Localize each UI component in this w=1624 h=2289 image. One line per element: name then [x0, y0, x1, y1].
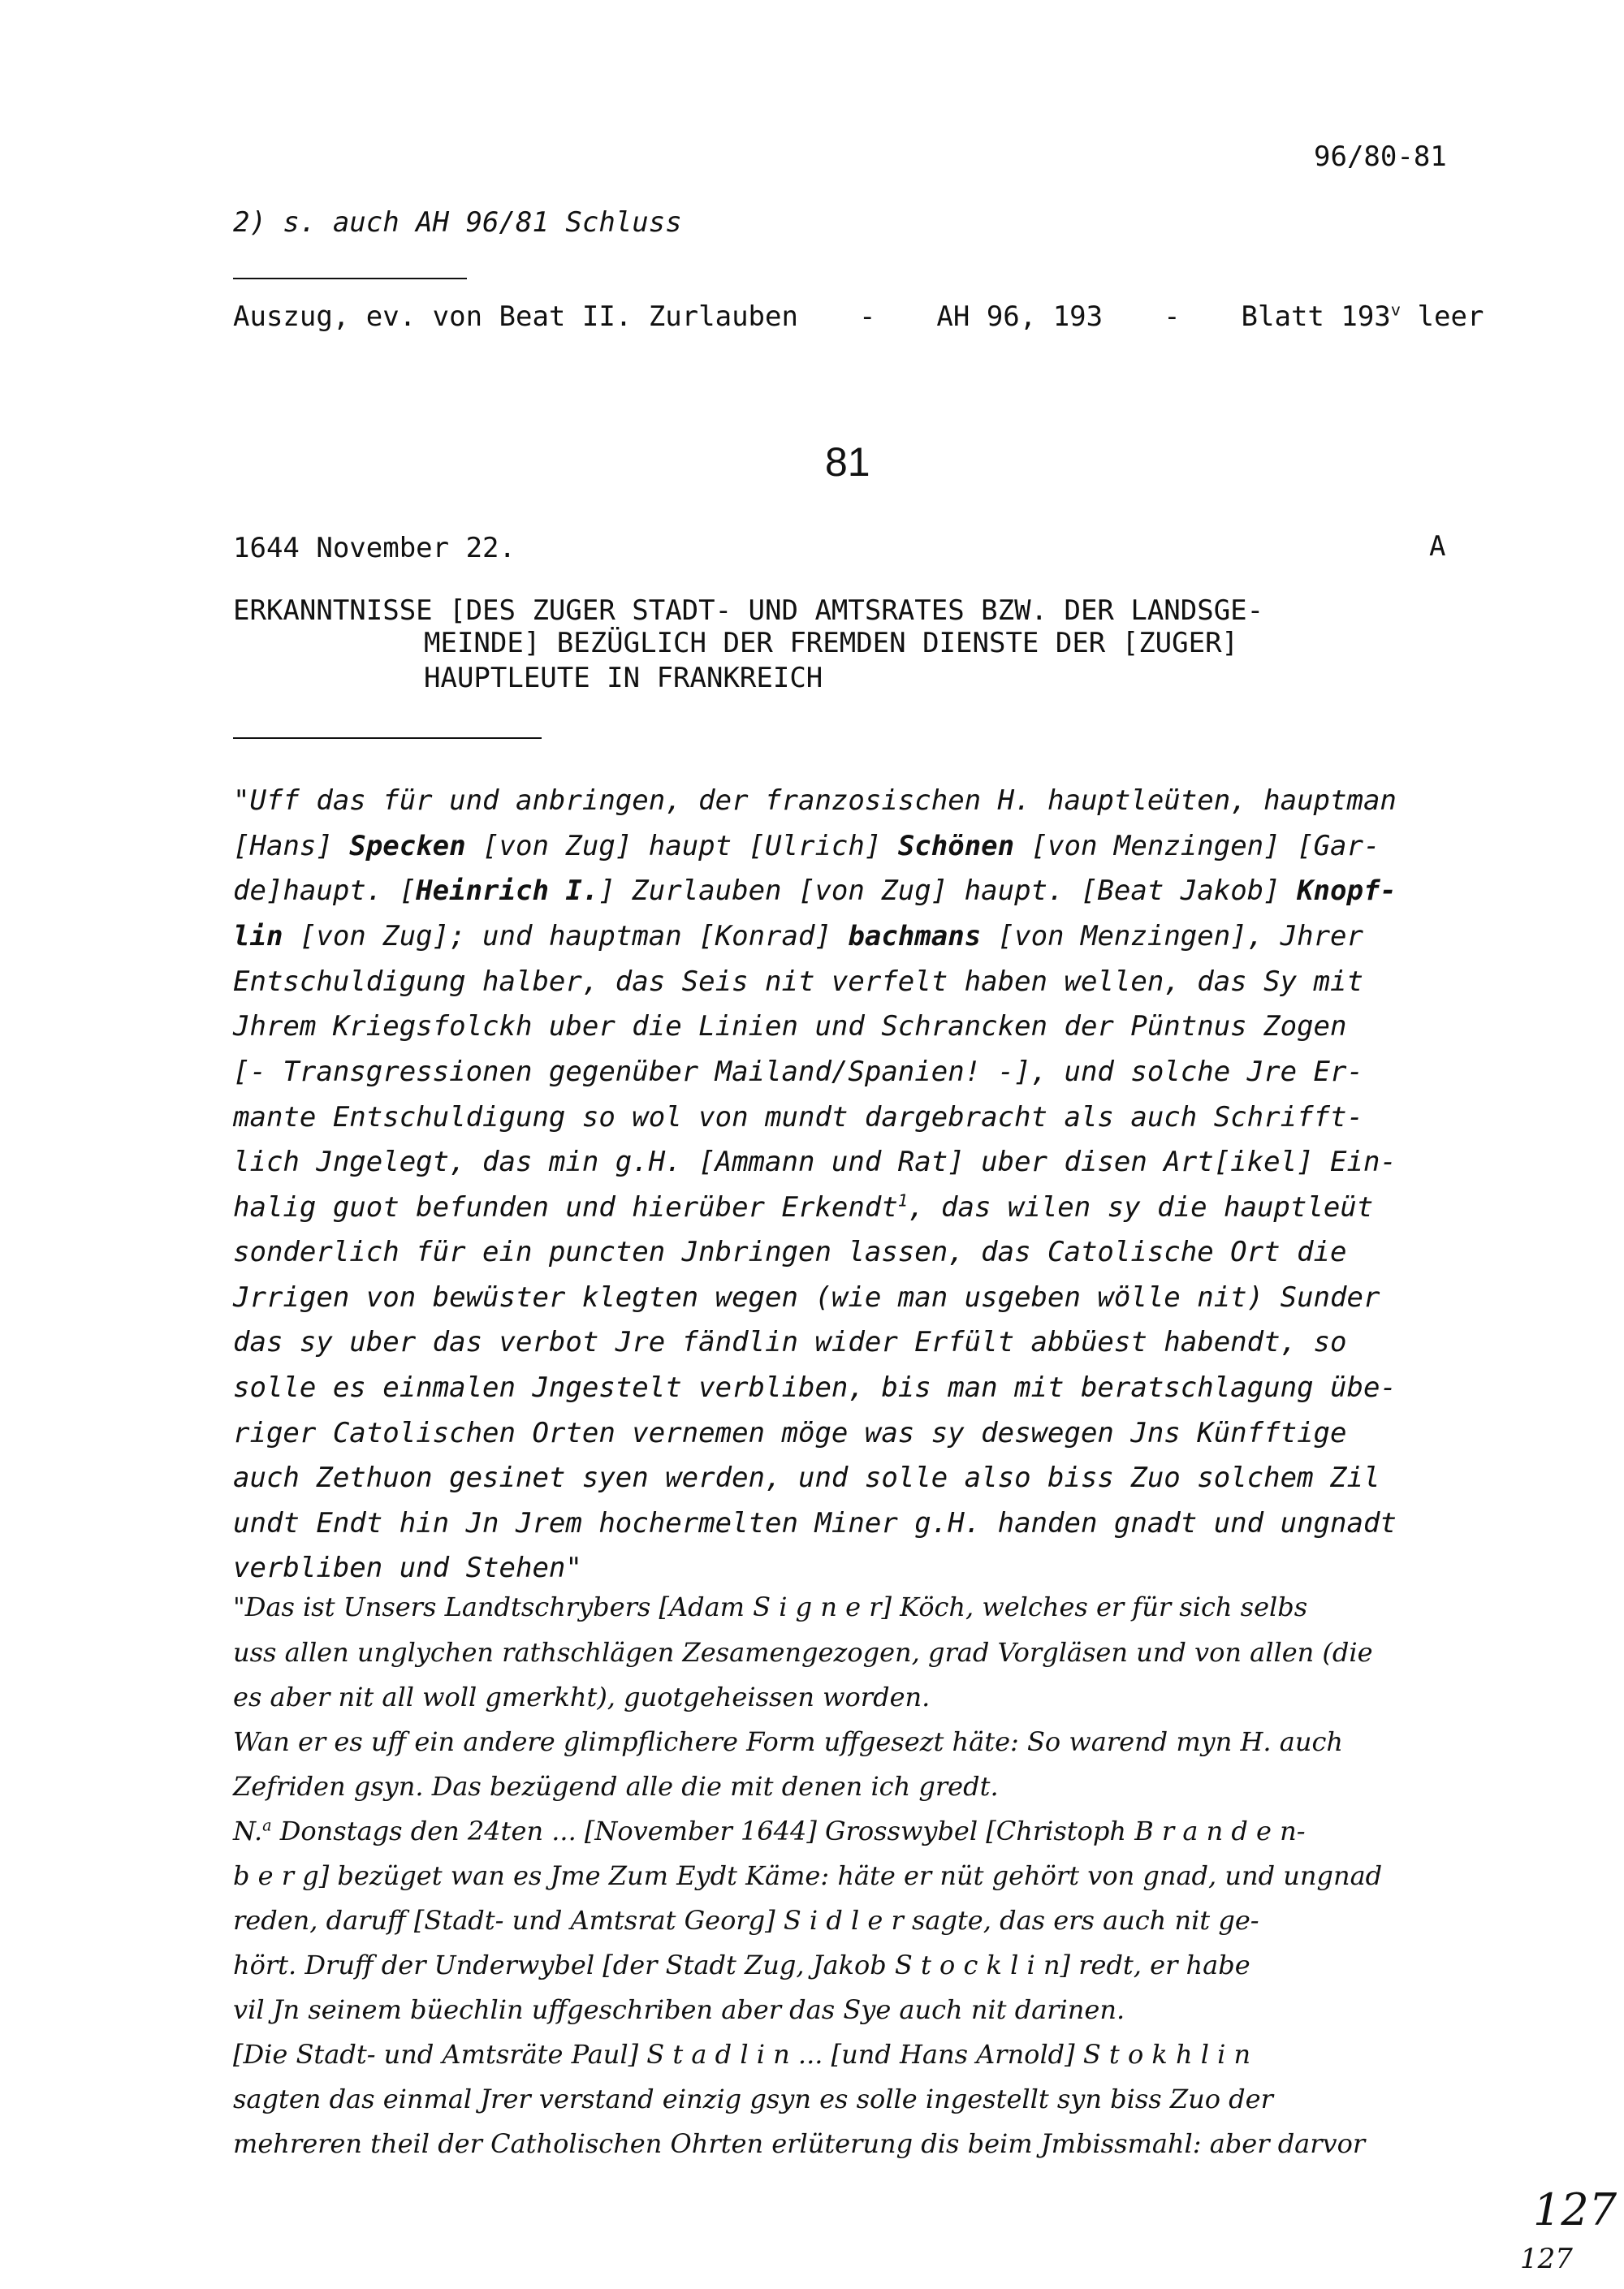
script-line: "Das ist Unsers Landtschrybers [Adam S i g n e r] Köch, welches er für sich selbs: [233, 1592, 1308, 1622]
title-line: HAUPTLEUTE IN FRANKREICH: [424, 662, 823, 694]
body-line: solle es einmalen Jngestelt verbliben, bis man mit beratschlagung übe-: [233, 1371, 1397, 1404]
script-line: b e r g] bezüget wan es Jme Zum Eydt Käme: häte er nüt gehört von gnad, und ungnad: [233, 1860, 1383, 1891]
script-line: [Die Stadt- und Amtsräte Paul] S t a d l i n ... [und Hans Arnold] S t o k h l i n: [233, 2039, 1251, 2070]
document-date: 1644 November 22.: [233, 532, 516, 564]
body-line: mante Entschuldigung so wol von mundt dargebracht als auch Schrifft-: [233, 1101, 1363, 1134]
divider-rule: [233, 278, 467, 279]
body-line: "Uff das für und anbringen, der franzosischen H. hauptleüten, hauptman: [233, 784, 1397, 817]
body-line: sonderlich für ein puncten Jnbringen lassen, das Catolische Ort die: [233, 1236, 1347, 1268]
script-line: reden, daruff [Stadt- und Amtsrat Georg] S i d l e r sagte, das ers auch nit ge-: [233, 1905, 1259, 1936]
source-dash: -: [858, 300, 876, 333]
script-line: Wan er es uff ein andere glimpflichere Form uffgesezt häte: So warend myn H. auch: [233, 1726, 1343, 1757]
script-line: hört. Druff der Underwybel [der Stadt Zug, Jakob S t o c k l i n] redt, er habe: [233, 1950, 1250, 1980]
body-line: auch Zethuon gesinet syen werden, und solle also biss Zuo solchem Zil: [233, 1462, 1380, 1494]
script-line: uss allen unglychen rathschlägen Zesamengezogen, grad Vorgläsen und von allen (die: [233, 1637, 1373, 1668]
body-line: lich Jngelegt, das min g.H. [Ammann und Rat] uber disen Art[ikel] Ein-: [233, 1146, 1397, 1178]
body-line: Entschuldigung halber, das Seis nit verfelt haben wellen, das Sy mit: [233, 965, 1363, 998]
page-reference: 96/80-81: [1314, 140, 1447, 173]
source-reference: AH 96, 193: [936, 300, 1104, 333]
document-type-letter: A: [1429, 530, 1446, 563]
body-line: halig guot befunden und hierüber Erkendt$^1$, das wilen sy die hauptleüt: [233, 1190, 1374, 1224]
source-note: leer: [1417, 300, 1484, 333]
body-line: das sy uber das verbot Jre fändlin wider Erfült abbüest habendt, so: [233, 1326, 1347, 1358]
body-line: Jrrigen von bewüster klegten wegen (wie man usgeben wölle nit) Sunder: [233, 1281, 1380, 1314]
script-line: mehreren theil der Catholischen Ohrten erlüterung dis beim Jmbissmahl: aber darvor: [233, 2128, 1366, 2159]
name-schoenen: Schönen: [897, 830, 1015, 862]
source-dash: -: [1164, 300, 1181, 333]
title-line: MEINDE] BEZÜGLICH DER FREMDEN DIENSTE DER [ZUGER]: [424, 627, 1239, 659]
source-line: [233, 300, 1484, 333]
body-line: Jhrem Kriegsfolckh uber die Linien und Schrancken der Püntnus Zogen: [233, 1010, 1347, 1043]
body-line: [- Transgressionen gegenüber Mailand/Spanien! -], und solche Jre Er-: [233, 1056, 1363, 1088]
source-extract: Auszug, ev. von Beat II. Zurlauben: [233, 300, 798, 333]
document-number: 81: [825, 439, 870, 485]
title-line: ERKANNTNISSE [DES ZUGER STADT- UND AMTSRATES BZW. DER LANDSGE-: [233, 594, 1264, 627]
body-line: de]haupt. [Heinrich I.] Zurlauben [von Zug] haupt. [Beat Jakob] Knopf-: [233, 875, 1397, 907]
handwritten-folio-number-small: 127: [1520, 2243, 1573, 2275]
footnote: 2) s. auch AH 96/81 Schluss: [233, 206, 682, 239]
body-line: [Hans] Specken [von Zug] haupt [Ulrich] Schönen [von Menzingen] [Gar-: [233, 830, 1380, 862]
body-line: verbliben und Stehen": [233, 1552, 582, 1584]
handwritten-folio-number: 127: [1533, 2184, 1618, 2235]
body-line: lin [von Zug]; und hauptman [Konrad] bachmans [von Menzingen], Jhrer: [233, 920, 1363, 952]
name-specken: Specken: [349, 830, 466, 862]
script-line: es aber nit all woll gmerkht), guotgeheissen worden.: [233, 1682, 931, 1712]
name-bachmans: bachmans: [848, 920, 982, 952]
body-line: riger Catolischen Orten vernemen möge was sy deswegen Jns Künfftige: [233, 1417, 1347, 1449]
source-folio: Blatt 193: [1241, 300, 1391, 333]
divider-rule: [233, 737, 542, 739]
name-heinrich: Heinrich I.: [416, 875, 599, 907]
script-line: vil Jn seinem büechlin uffgeschriben aber das Sye auch nit darinen.: [233, 1994, 1125, 2025]
body-line: undt Endt hin Jn Jrem hochermelten Miner g.H. handen gnadt und ungnadt: [233, 1507, 1397, 1540]
footnote-marker: 1: [897, 1190, 909, 1211]
name-knopflin: Knopf-: [1297, 875, 1397, 907]
script-line: Zefriden gsyn. Das bezügend alle die mit denen ich gredt.: [233, 1771, 999, 1802]
script-line: N.$^a$ Donstags den 24ten ... [November 1644] Grosswybel [Christoph B r a n d e n-: [233, 1816, 1306, 1846]
source-folio-verso: v: [1390, 300, 1402, 320]
script-line: sagten das einmal Jrer verstand einzig gsyn es solle ingestellt syn biss Zuo der: [233, 2084, 1273, 2114]
